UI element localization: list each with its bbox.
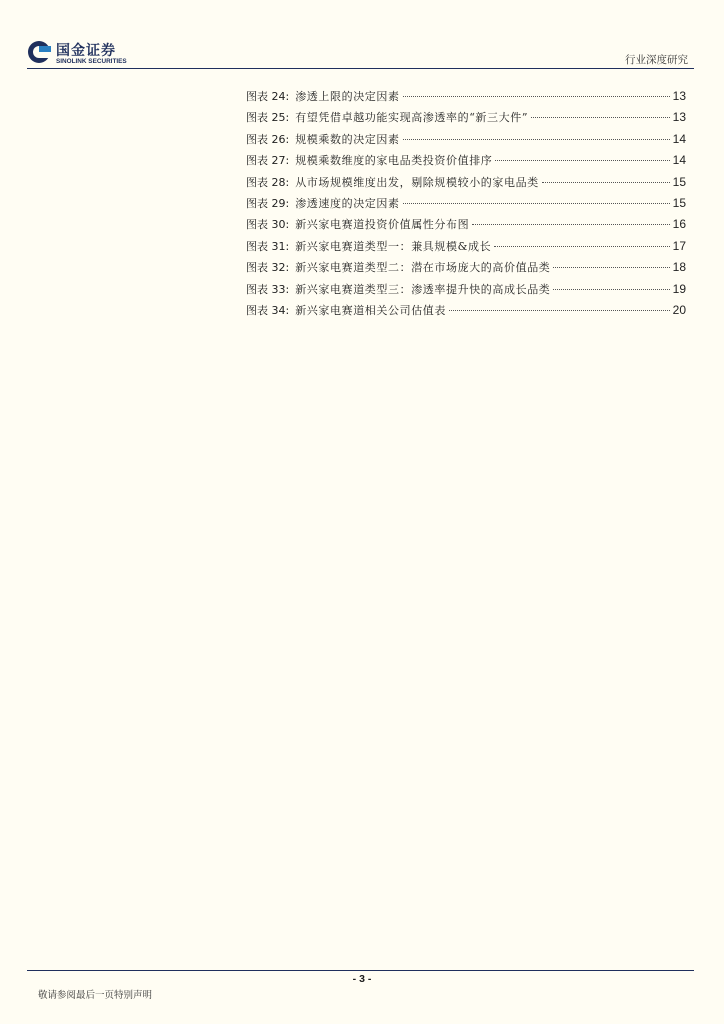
toc-entry-page: 13 <box>672 110 686 125</box>
toc-entry-label: 图表 25: <box>246 111 290 125</box>
toc-entry[interactable] <box>246 214 686 235</box>
toc-entry-title: 规模乘数维度的家电品类投资价值排序 <box>295 154 493 168</box>
page-number: - 3 - <box>352 973 372 985</box>
toc-entry-label: 图表 26: <box>246 132 290 146</box>
toc-entry-page: 16 <box>672 217 686 232</box>
toc-dot-leader <box>449 309 670 311</box>
toc-entry-page: 13 <box>672 89 686 103</box>
logo-mark-icon <box>27 40 51 64</box>
toc-entry[interactable] <box>246 150 686 171</box>
toc-entry-label: 图表 32: <box>246 261 290 275</box>
logo-text-en: SINOLINK SECURITIES <box>56 58 127 65</box>
toc-entry-title: 新兴家电赛道类型一：兼具规模&成长 <box>295 239 492 253</box>
logo-text-cn: 国金证券 <box>56 43 116 59</box>
toc-dot-leader <box>403 138 670 140</box>
table-of-figures <box>246 86 686 321</box>
toc-entry[interactable] <box>246 86 686 107</box>
toc-entry[interactable] <box>246 279 686 300</box>
toc-entry-label: 图表 27: <box>246 154 290 168</box>
footer-divider <box>27 970 694 971</box>
toc-dot-leader <box>553 266 669 268</box>
toc-entry-label: 图表 31: <box>246 239 290 253</box>
toc-entry-page: 20 <box>672 302 686 317</box>
toc-entry-label: 图表 33: <box>246 282 290 296</box>
toc-entry-title: 新兴家电赛道类型三：渗透率提升快的高成长品类 <box>295 282 551 296</box>
toc-dot-leader <box>542 181 670 183</box>
toc-entry-label: 图表 30: <box>246 218 290 232</box>
toc-entry-page: 15 <box>672 174 686 189</box>
report-type: 行业深度研究 <box>625 54 688 66</box>
toc-dot-leader <box>495 159 669 161</box>
toc-entry-title: 新兴家电赛道类型二：潜在市场庞大的高价值品类 <box>295 261 551 275</box>
toc-entry-title: 有望凭借卓越功能实现高渗透率的“新三大件” <box>295 111 529 125</box>
toc-entry-label: 图表 34: <box>246 303 290 317</box>
toc-dot-leader <box>494 245 669 247</box>
toc-dot-leader <box>472 223 669 225</box>
toc-entry-label: 图表 24: <box>246 90 290 103</box>
toc-entry[interactable] <box>246 107 686 128</box>
toc-entry-page: 15 <box>672 195 686 210</box>
toc-entry[interactable] <box>246 236 686 257</box>
toc-entry-label: 图表 28: <box>246 175 290 189</box>
page-header <box>0 0 724 70</box>
toc-entry-title: 从市场规模维度出发，剔除规模较小的家电品类 <box>295 175 539 189</box>
toc-entry[interactable] <box>246 129 686 150</box>
disclaimer-note: 敬请参阅最后一页特别声明 <box>38 990 153 1001</box>
toc-entry-title: 渗透上限的决定因素 <box>295 90 400 103</box>
toc-entry-page: 19 <box>672 281 686 296</box>
toc-entry[interactable] <box>246 172 686 193</box>
toc-entry-title: 新兴家电赛道投资价值属性分布图 <box>295 218 470 232</box>
toc-entry-page: 18 <box>672 260 686 275</box>
toc-entry-label: 图表 29: <box>246 196 290 210</box>
toc-dot-leader <box>403 95 670 97</box>
toc-entry-page: 14 <box>672 153 686 168</box>
toc-entry[interactable] <box>246 300 686 321</box>
toc-entry-page: 14 <box>672 131 686 146</box>
toc-entry-page: 17 <box>672 238 686 253</box>
toc-dot-leader <box>403 202 670 204</box>
toc-entry[interactable] <box>246 257 686 278</box>
toc-entry-title: 渗透速度的决定因素 <box>295 196 400 210</box>
toc-dot-leader <box>553 288 669 290</box>
toc-dot-leader <box>531 116 670 118</box>
toc-entry-title: 规模乘数的决定因素 <box>295 132 400 146</box>
header-divider <box>27 68 694 69</box>
toc-entry-title: 新兴家电赛道相关公司估值表 <box>295 303 447 317</box>
company-logo <box>27 40 137 68</box>
toc-entry[interactable] <box>246 193 686 214</box>
